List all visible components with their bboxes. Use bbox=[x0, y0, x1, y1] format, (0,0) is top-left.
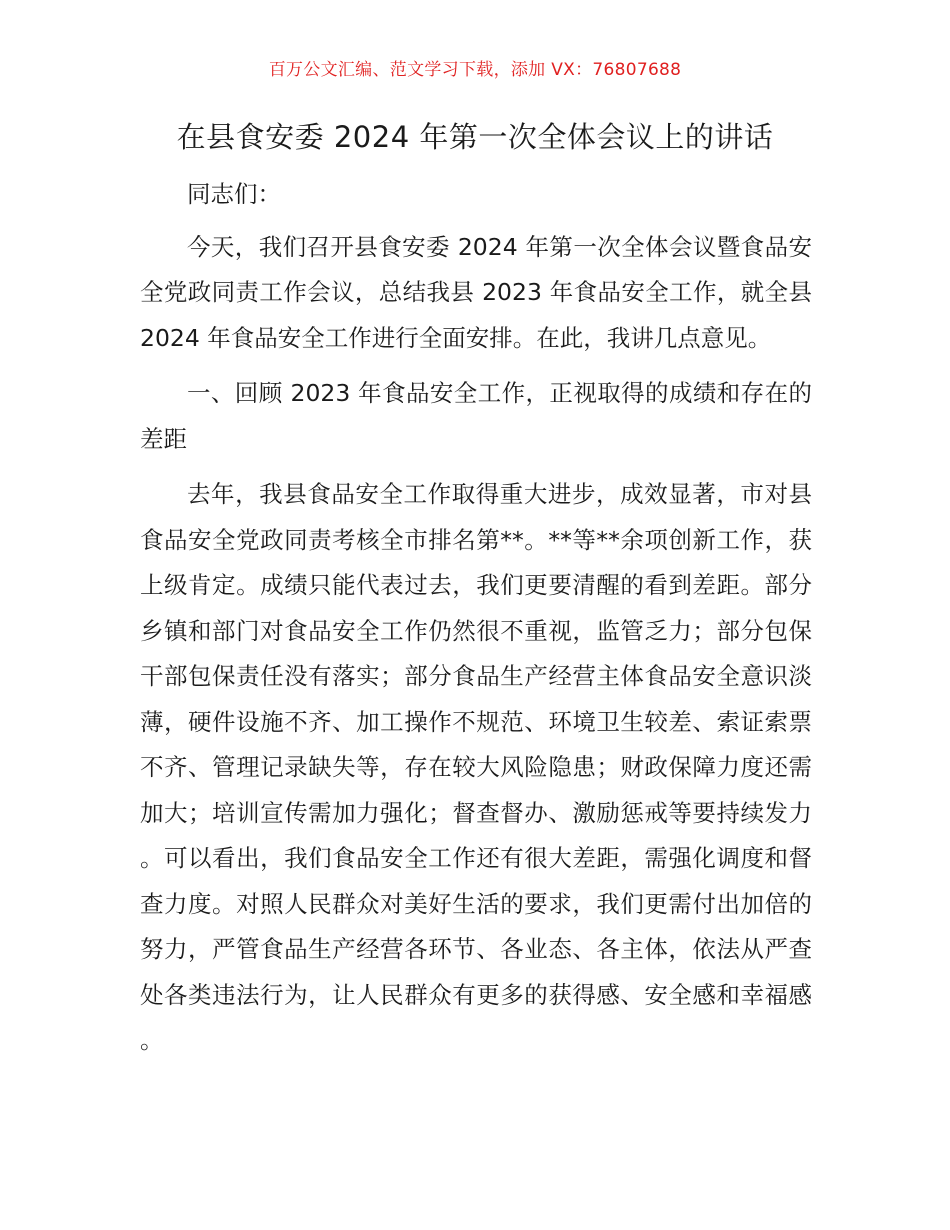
document-body bbox=[140, 172, 812, 1074]
paragraph-intro: 今天，我们召开县食安委 2024 年第一次全体会议暨食品安全党政同责工作会议，总结我县 2023 年食品安全工作，就全县 2024 年食品安全工作进行全面安排。在此，我讲几点意见。 bbox=[140, 232, 812, 352]
greeting: 同志们： bbox=[187, 180, 281, 208]
paragraph-review: 去年，我县食品安全工作取得重大进步，成效显著，市对县食品安全党政同责考核全市排名第**。**等**余项创新工作，获上级肯定。成绩只能代表过去，我们更要清醒的看到差距。部分乡镇和部门对食品安全工作仍然很不重视，监管乏力；部分包保干部包保责任没有落实；部分食品生产经营主体食品安全意识淡薄，硬件设施不齐、加工操作不规范、环境卫生较差、索证索票不齐、管理记录缺失等，存在较大风险隐患；财政保障力度还需加大；培训宣传需加力强化；督查督办、激励惩戒等要持续发力。可以看出，我们食品安全工作还有很大差距，需强化调度和督查力度。对照人民群众对美好生活的要求，我们更需付出加倍的努力，严管食品生产经营各环节、各业态、各主体，依法从严查处各类违法行为，让人民群众有更多的获得感、安全感和幸福感。 bbox=[140, 480, 812, 1054]
document-title: 在县食安委 2024 年第一次全体会议上的讲话 bbox=[176, 120, 774, 154]
section-heading-1: 一、回顾 2023 年食品安全工作，正视取得的成绩和存在的差距 bbox=[140, 379, 812, 453]
watermark-text: 百万公文汇编、范文学习下载，添加 VX：76807688 bbox=[268, 60, 682, 80]
